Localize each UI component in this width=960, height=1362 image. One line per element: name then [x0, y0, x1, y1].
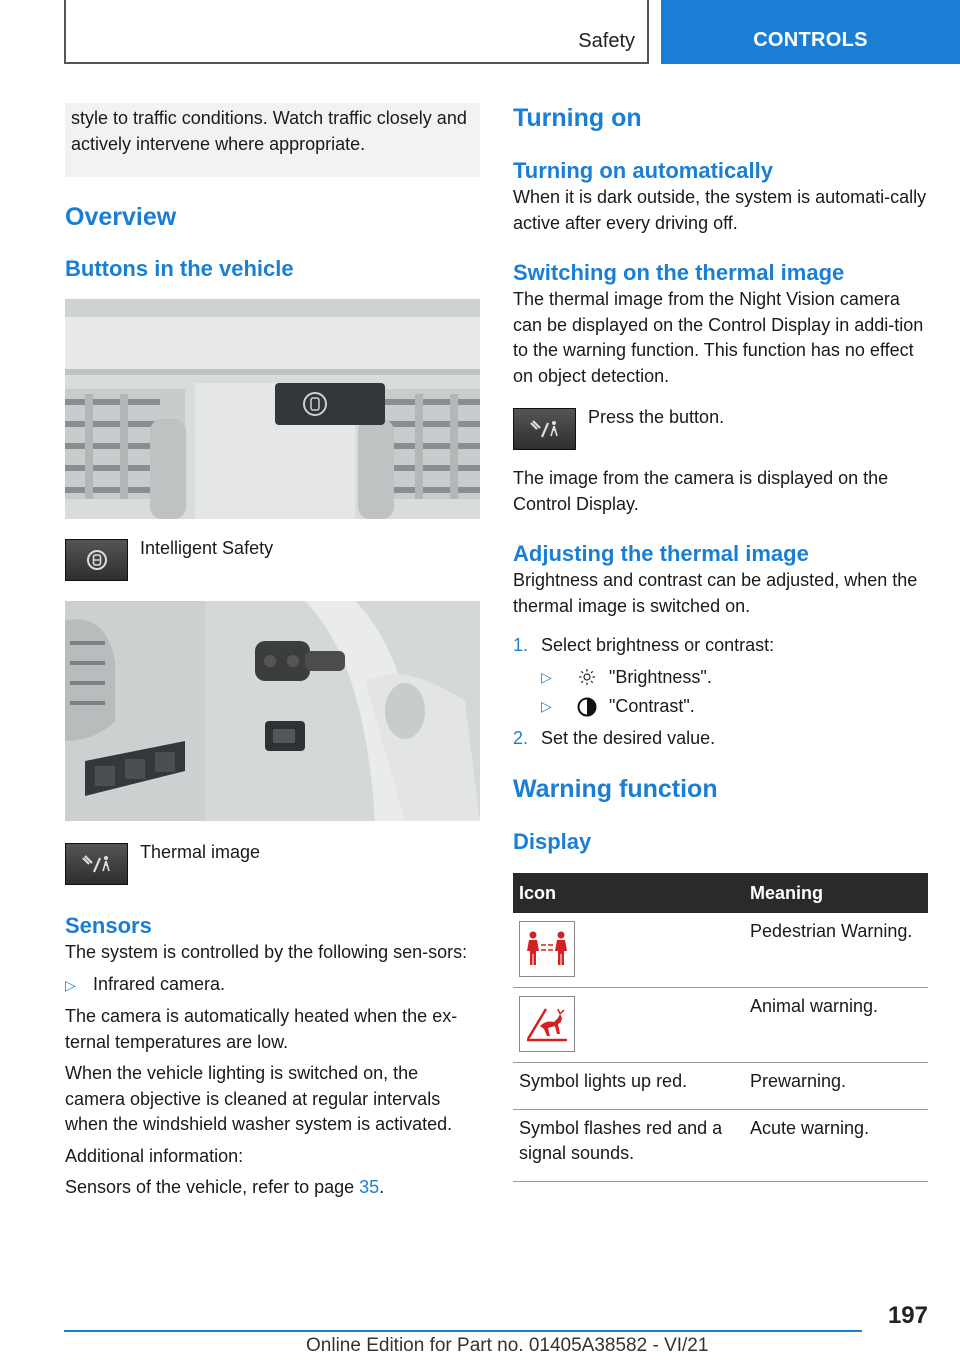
- sensor-list-item: [65, 972, 480, 999]
- displayed-text: The image from the camera is displayed on the Control Display.: [513, 468, 889, 514]
- footer-edition: Online Edition for Part no. 01405A38582 - VI/21: [306, 1335, 709, 1356]
- animal-warning-icon: [519, 996, 575, 1052]
- pedestrian-warning-icon: [519, 921, 575, 977]
- additional-info-text: Additional information:: [65, 1145, 244, 1166]
- page-35-link[interactable]: 35: [359, 1177, 380, 1197]
- right-column: [513, 103, 928, 1182]
- left-column: [65, 103, 480, 1201]
- sensors-ref-suffix: .: [379, 1177, 385, 1197]
- note-box: [65, 103, 480, 177]
- turning-on-auto-heading: Turning on automatically: [513, 158, 773, 183]
- table-row: [513, 1063, 928, 1110]
- table-cell-icon: [513, 913, 744, 988]
- step-2: [513, 726, 928, 752]
- bullet-triangle-icon: ▷: [541, 668, 552, 685]
- brightness-text: "Brightness".: [609, 666, 712, 687]
- adjusting-heading: Adjusting the thermal image: [513, 541, 809, 566]
- table-cell-icon: Symbol lights up red.: [513, 1063, 744, 1110]
- thermal-image-button-icon: [513, 408, 576, 450]
- page-number: 197: [887, 1302, 928, 1329]
- adjusting-text: Brightness and contrast can be adjusted, when the thermal image is switched on.: [513, 570, 918, 616]
- intelligent-safety-icon: [65, 539, 128, 581]
- table-row: [513, 1109, 928, 1181]
- table-header-icon: Icon: [513, 873, 744, 913]
- overview-heading: Overview: [65, 203, 177, 231]
- note-text: style to traffic conditions. Watch traffic closely and actively intervene where appropriate.: [71, 108, 467, 154]
- sun-icon: [573, 668, 601, 686]
- dashboard-buttons-photo: [65, 299, 480, 519]
- bullet-triangle-icon: ▷: [541, 698, 552, 714]
- press-button-row: [513, 408, 928, 450]
- sensors-text: The system is controlled by the following sen‐sors:: [65, 942, 468, 962]
- sensor-item-text: Infrared camera.: [93, 973, 226, 994]
- switching-heading: Switching on the thermal image: [513, 260, 845, 285]
- step-2-number: 2.: [513, 727, 529, 748]
- warning-function-heading: Warning function: [513, 775, 718, 803]
- buttons-heading: Buttons in the vehicle: [65, 256, 294, 281]
- display-heading: Display: [513, 829, 592, 854]
- thermal-image-label: Thermal image: [140, 842, 261, 862]
- contrast-option: [541, 694, 928, 720]
- press-button-text: Press the button.: [588, 407, 725, 427]
- brightness-option: [541, 665, 928, 691]
- auto-text: When it is dark outside, the system is automati‐cally active after every driving off.: [513, 187, 927, 233]
- table-cell-meaning: Prewarning.: [744, 1063, 928, 1110]
- lighting-text: When the vehicle lighting is switched on, the camera objective is cleaned at regular intervals when the windshield washer system is activated.: [65, 1063, 453, 1134]
- table-header-meaning: Meaning: [744, 873, 928, 913]
- table-cell-icon: Symbol flashes red and a signal sounds.: [513, 1109, 744, 1181]
- table-cell-meaning: Animal warning.: [744, 988, 928, 1063]
- table-header-row: [513, 873, 928, 913]
- table-cell-icon: [513, 988, 744, 1063]
- sensors-ref-prefix: Sensors of the vehicle, refer to page: [65, 1177, 360, 1197]
- thermal-image-row: [65, 843, 480, 885]
- thermal-button-photo: [65, 601, 480, 821]
- step-1-number: 1.: [513, 635, 529, 655]
- step-1-text: Select brightness or contrast:: [541, 635, 775, 655]
- header-chapter-tab: CONTROLS: [661, 0, 960, 64]
- camera-heated-text: The camera is automatically heated when the ex‐ternal temperatures are low.: [65, 1006, 458, 1052]
- switching-text: The thermal image from the Night Vision camera can be displayed on the Control Display in addi‐tion to the warning function. This function has no effect on object detection.: [513, 289, 924, 386]
- bullet-triangle-icon: ▷: [65, 976, 76, 993]
- sensors-heading: Sensors: [65, 913, 152, 938]
- header-section: Safety: [578, 30, 635, 52]
- contrast-text: "Contrast".: [609, 696, 695, 716]
- contrast-icon: [573, 697, 601, 717]
- table-cell-meaning: Pedestrian Warning.: [744, 913, 928, 988]
- table-row: [513, 988, 928, 1063]
- intelligent-safety-label: Intelligent Safety: [140, 538, 274, 558]
- table-row: [513, 913, 928, 988]
- sensors-reference: [65, 1175, 480, 1201]
- thermal-image-icon: [65, 843, 128, 885]
- turning-on-heading: Turning on: [513, 104, 642, 132]
- intelligent-safety-row: [65, 539, 480, 581]
- step-2-text: Set the desired value.: [541, 727, 716, 748]
- table-cell-meaning: Acute warning.: [744, 1109, 928, 1181]
- step-1: [513, 633, 928, 659]
- warning-table: [513, 873, 928, 1182]
- footer-divider: [64, 1330, 862, 1332]
- header-frame: [64, 0, 649, 64]
